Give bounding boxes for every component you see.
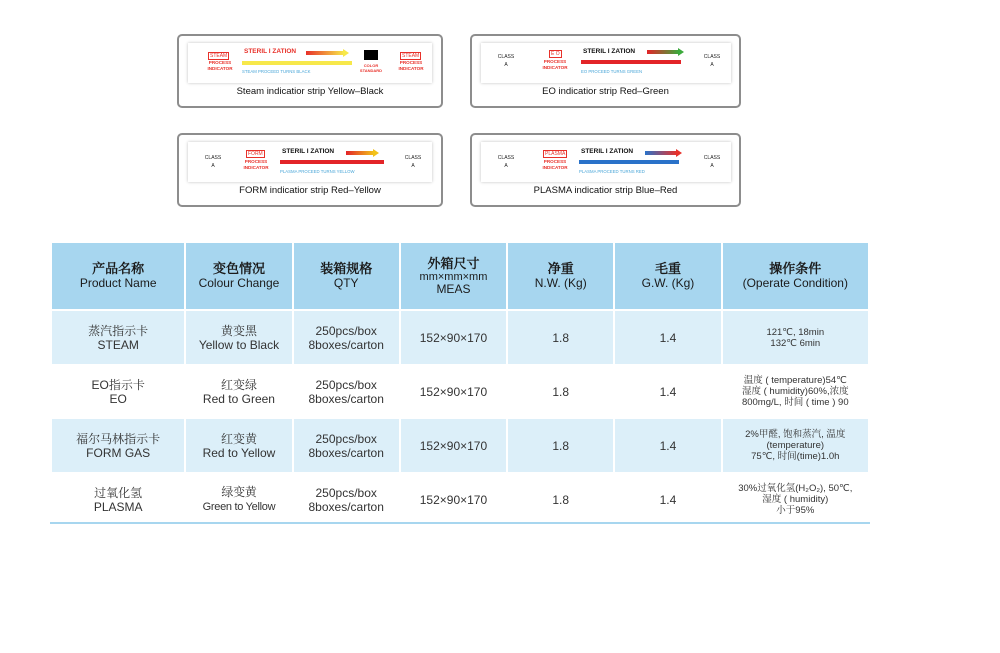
cell-meas: 152×90×170 <box>401 365 506 419</box>
steam-strip-card <box>177 34 443 108</box>
cell-meas: 152×90×170 <box>401 419 506 473</box>
cell-operate-condition: 121℃, 18min 132℃ 6min <box>723 311 868 365</box>
eo-words: EO PROCEED TURNS GREEN <box>581 69 643 74</box>
eo-indicator-label: PROCESS INDICATOR <box>542 59 568 70</box>
header-operate-condition: 操作条件 (Operate Condition) <box>723 243 868 309</box>
cell-operate-condition: 30%过氧化氢(H₂O₂), 50℃, 湿度 ( humidity) 小于95% <box>723 473 868 527</box>
eo-strip-card <box>470 34 741 108</box>
steam-indicator-label-left: PROCESS INDICATOR <box>207 60 233 71</box>
eo-strip-image <box>481 43 731 83</box>
steam-color-bar <box>242 61 352 65</box>
form-class-right: CLASS A <box>404 155 422 169</box>
cell-qty: 250pcs/box 8boxes/carton <box>294 473 399 527</box>
form-sterilization-label: STERIL I ZATION <box>282 148 335 155</box>
table-row <box>52 365 868 419</box>
steam-tag-left: STEAM <box>210 53 228 59</box>
table-row <box>52 419 868 473</box>
steam-strip-image <box>188 43 432 83</box>
header-colour-change: 变色情况 Colour Change <box>186 243 291 309</box>
plasma-class-left: CLASS A <box>497 155 515 169</box>
cell-gross-weight: 1.4 <box>615 419 720 473</box>
steam-strip-caption: Steam indicatior strip Yellow–Black <box>236 86 384 97</box>
table-row <box>52 311 868 365</box>
cell-colour-change: 绿变黄 Green to Yellow <box>186 473 291 527</box>
eo-color-bar <box>581 60 681 64</box>
table-bottom-rule <box>50 522 870 524</box>
steam-color-swatch <box>364 50 378 60</box>
cell-meas: 152×90×170 <box>401 311 506 365</box>
cell-net-weight: 1.8 <box>508 311 613 365</box>
plasma-words: PLASMA PROCEED TURNS RED <box>579 169 645 174</box>
cell-product-name: 蒸汽指示卡 STEAM <box>52 311 184 365</box>
steam-words: STEAM PROCEED TURNS BLACK <box>242 69 311 74</box>
header-qty: 装箱规格 QTY <box>294 243 399 309</box>
plasma-color-bar <box>579 160 679 164</box>
form-strip-caption: FORM indicatior strip Red–Yellow <box>239 185 381 196</box>
eo-tag: E O <box>551 51 560 57</box>
form-indicator-label: PROCESS INDICATOR <box>243 159 269 170</box>
table-header-row <box>52 243 868 309</box>
plasma-strip-image <box>481 142 731 182</box>
eo-class-right: CLASS A <box>703 54 721 68</box>
plasma-sterilization-label: STERIL I ZATION <box>581 148 634 155</box>
cell-net-weight: 1.8 <box>508 365 613 419</box>
form-tag: FORM <box>248 151 263 157</box>
cell-net-weight: 1.8 <box>508 419 613 473</box>
header-product-name: 产品名称 Product Name <box>52 243 184 309</box>
eo-arrow-icon <box>647 50 679 54</box>
cell-gross-weight: 1.4 <box>615 365 720 419</box>
cell-colour-change: 红变黄 Red to Yellow <box>186 419 291 473</box>
eo-class-left: CLASS A <box>497 54 515 68</box>
cell-product-name: 过氧化氢 PLASMA <box>52 473 184 527</box>
cell-colour-change: 黄变黑 Yellow to Black <box>186 311 291 365</box>
cell-product-name: EO指示卡 EO <box>52 365 184 419</box>
steam-indicator-label-right: PROCESS INDICATOR <box>398 60 424 71</box>
cell-qty: 250pcs/box 8boxes/carton <box>294 419 399 473</box>
steam-sterilization-label: STERIL I ZATION <box>244 48 297 55</box>
header-net-weight: 净重 N.W. (Kg) <box>508 243 613 309</box>
steam-tag-right: STEAM <box>402 53 420 59</box>
eo-strip-caption: EO indicatior strip Red–Green <box>542 86 669 97</box>
plasma-tag: PLASMA <box>545 151 566 157</box>
table-row <box>52 473 868 527</box>
cell-operate-condition: 温度 ( temperature)54℃ 湿度 ( humidity)60%,浓度 800mg/L, 时间 ( time ) 90 <box>723 365 868 419</box>
header-gross-weight: 毛重 G.W. (Kg) <box>615 243 720 309</box>
steam-swatch-label: COLOR STANDARD <box>359 63 383 73</box>
cell-meas: 152×90×170 <box>401 473 506 527</box>
cell-qty: 250pcs/box 8boxes/carton <box>294 365 399 419</box>
form-strip-card <box>177 133 443 207</box>
plasma-indicator-label: PROCESS INDICATOR <box>542 159 568 170</box>
plasma-class-right: CLASS A <box>703 155 721 169</box>
form-color-bar <box>280 160 384 164</box>
form-strip-image <box>188 142 432 182</box>
form-words: PLASMA PROCEED TURNS YELLOW <box>280 169 355 174</box>
product-spec-table <box>50 243 870 527</box>
eo-sterilization-label: STERIL I ZATION <box>583 48 636 55</box>
cell-gross-weight: 1.4 <box>615 311 720 365</box>
plasma-strip-card <box>470 133 741 207</box>
steam-arrow-icon <box>306 51 344 55</box>
form-arrow-icon <box>346 151 374 155</box>
cell-gross-weight: 1.4 <box>615 473 720 527</box>
cell-colour-change: 红变绿 Red to Green <box>186 365 291 419</box>
form-class-left: CLASS A <box>204 155 222 169</box>
cell-product-name: 福尔马林指示卡 FORM GAS <box>52 419 184 473</box>
cell-qty: 250pcs/box 8boxes/carton <box>294 311 399 365</box>
plasma-strip-caption: PLASMA indicatior strip Blue–Red <box>533 185 678 196</box>
cell-operate-condition: 2%甲醛, 饱和蒸汽, 温度 (temperature) 75℃, 时间(time)1.0h <box>723 419 868 473</box>
header-meas: 外箱尺寸 mm×mm×mm MEAS <box>401 243 506 309</box>
plasma-arrow-icon <box>645 151 677 155</box>
cell-net-weight: 1.8 <box>508 473 613 527</box>
